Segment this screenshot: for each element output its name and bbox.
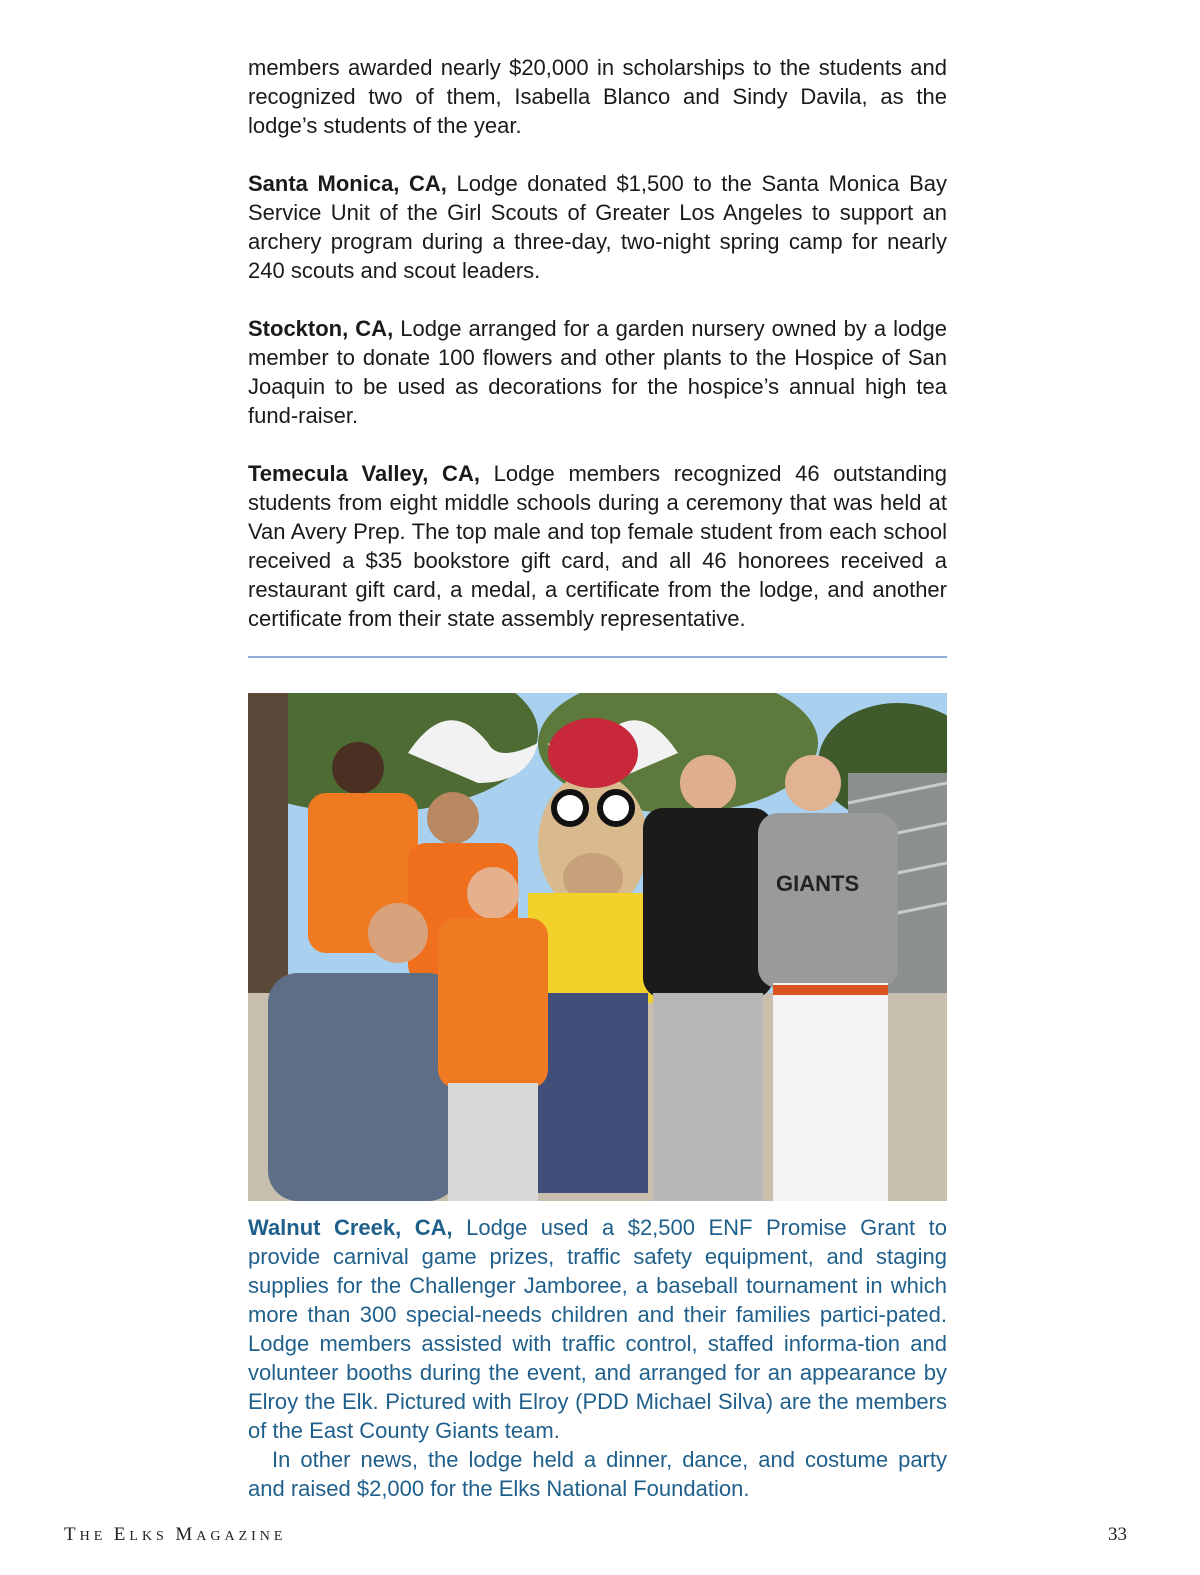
magazine-title-letter: T bbox=[64, 1524, 80, 1545]
temecula-lodge: Temecula Valley, CA, bbox=[248, 461, 480, 486]
temecula-text: Lodge members recognized 46 outstanding students from eight middle schools during a ceremony that was held at Van Avery Prep. The top male and top female student from each school received a $35 bookstore gift card, and all 46 honorees received a restaurant gift card, a medal, a certificate from the lodge, and another certificate from their state assembly representative. bbox=[248, 461, 948, 631]
magazine-title-part: HE bbox=[79, 1529, 114, 1544]
player-figure bbox=[758, 755, 898, 1201]
intro-paragraph: members awarded nearly $20,000 in scholarships to the students and recognized two of them, Isabella Blanco and Sindy Davila, as the lodge’s students of the year. bbox=[248, 55, 947, 138]
jersey-text: GIANTS bbox=[776, 871, 860, 896]
santa-monica-text: Lodge donated $1,500 to the Santa Monica Bay Service Unit of the Girl Scouts of Greater Los Angeles to support an archery program during a three-day, two-night spring camp for nearly 240 scouts and scout leaders. bbox=[248, 171, 948, 283]
team-photo bbox=[248, 693, 947, 1201]
stockton-paragraph bbox=[248, 314, 947, 430]
magazine-title-part: LKS bbox=[129, 1529, 176, 1544]
walnut-creek-caption bbox=[248, 1213, 947, 1445]
page-number: 33 bbox=[1108, 1524, 1127, 1545]
magazine-title-part: AGAZINE bbox=[196, 1529, 287, 1544]
walnut-creek-lodge: Walnut Creek, CA, bbox=[248, 1215, 453, 1240]
santa-monica-lodge: Santa Monica, CA, bbox=[248, 171, 447, 196]
team-photo-illustration bbox=[248, 693, 947, 1201]
magazine-title bbox=[64, 1524, 286, 1546]
magazine-title-letter: M bbox=[175, 1524, 197, 1545]
other-news-paragraph: In other news, the lodge held a dinner, dance, and costume party and raised $2,000 for the Elks National Foundation. bbox=[248, 1447, 947, 1501]
santa-monica-paragraph bbox=[248, 169, 947, 285]
walnut-creek-text: Lodge used a $2,500 ENF Promise Grant to provide carnival game prizes, traffic safety equipment, and staging supplies for the Challenger Jamboree, a baseball tournament in which more than 300 special-needs children and their families partici-pated. Lodge members assisted with traffic control, staffed informa-tion and volunteer booths during the event, and arranged for an appearance by Elroy the Elk. Pictured with Elroy (PDD Michael Silva) are the members of the East County Giants team. bbox=[248, 1215, 947, 1443]
player-figure bbox=[643, 755, 773, 1201]
stockton-text: Lodge arranged for a garden nursery owned by a lodge member to donate 100 flowers and other plants to the Hospice of San Joaquin to be used as decorations for the hospice’s annual high tea fund-raiser. bbox=[248, 316, 947, 428]
stockton-lodge: Stockton, CA, bbox=[248, 316, 394, 341]
temecula-paragraph bbox=[248, 459, 947, 633]
magazine-title-letter: E bbox=[113, 1524, 130, 1545]
section-divider bbox=[248, 656, 947, 658]
